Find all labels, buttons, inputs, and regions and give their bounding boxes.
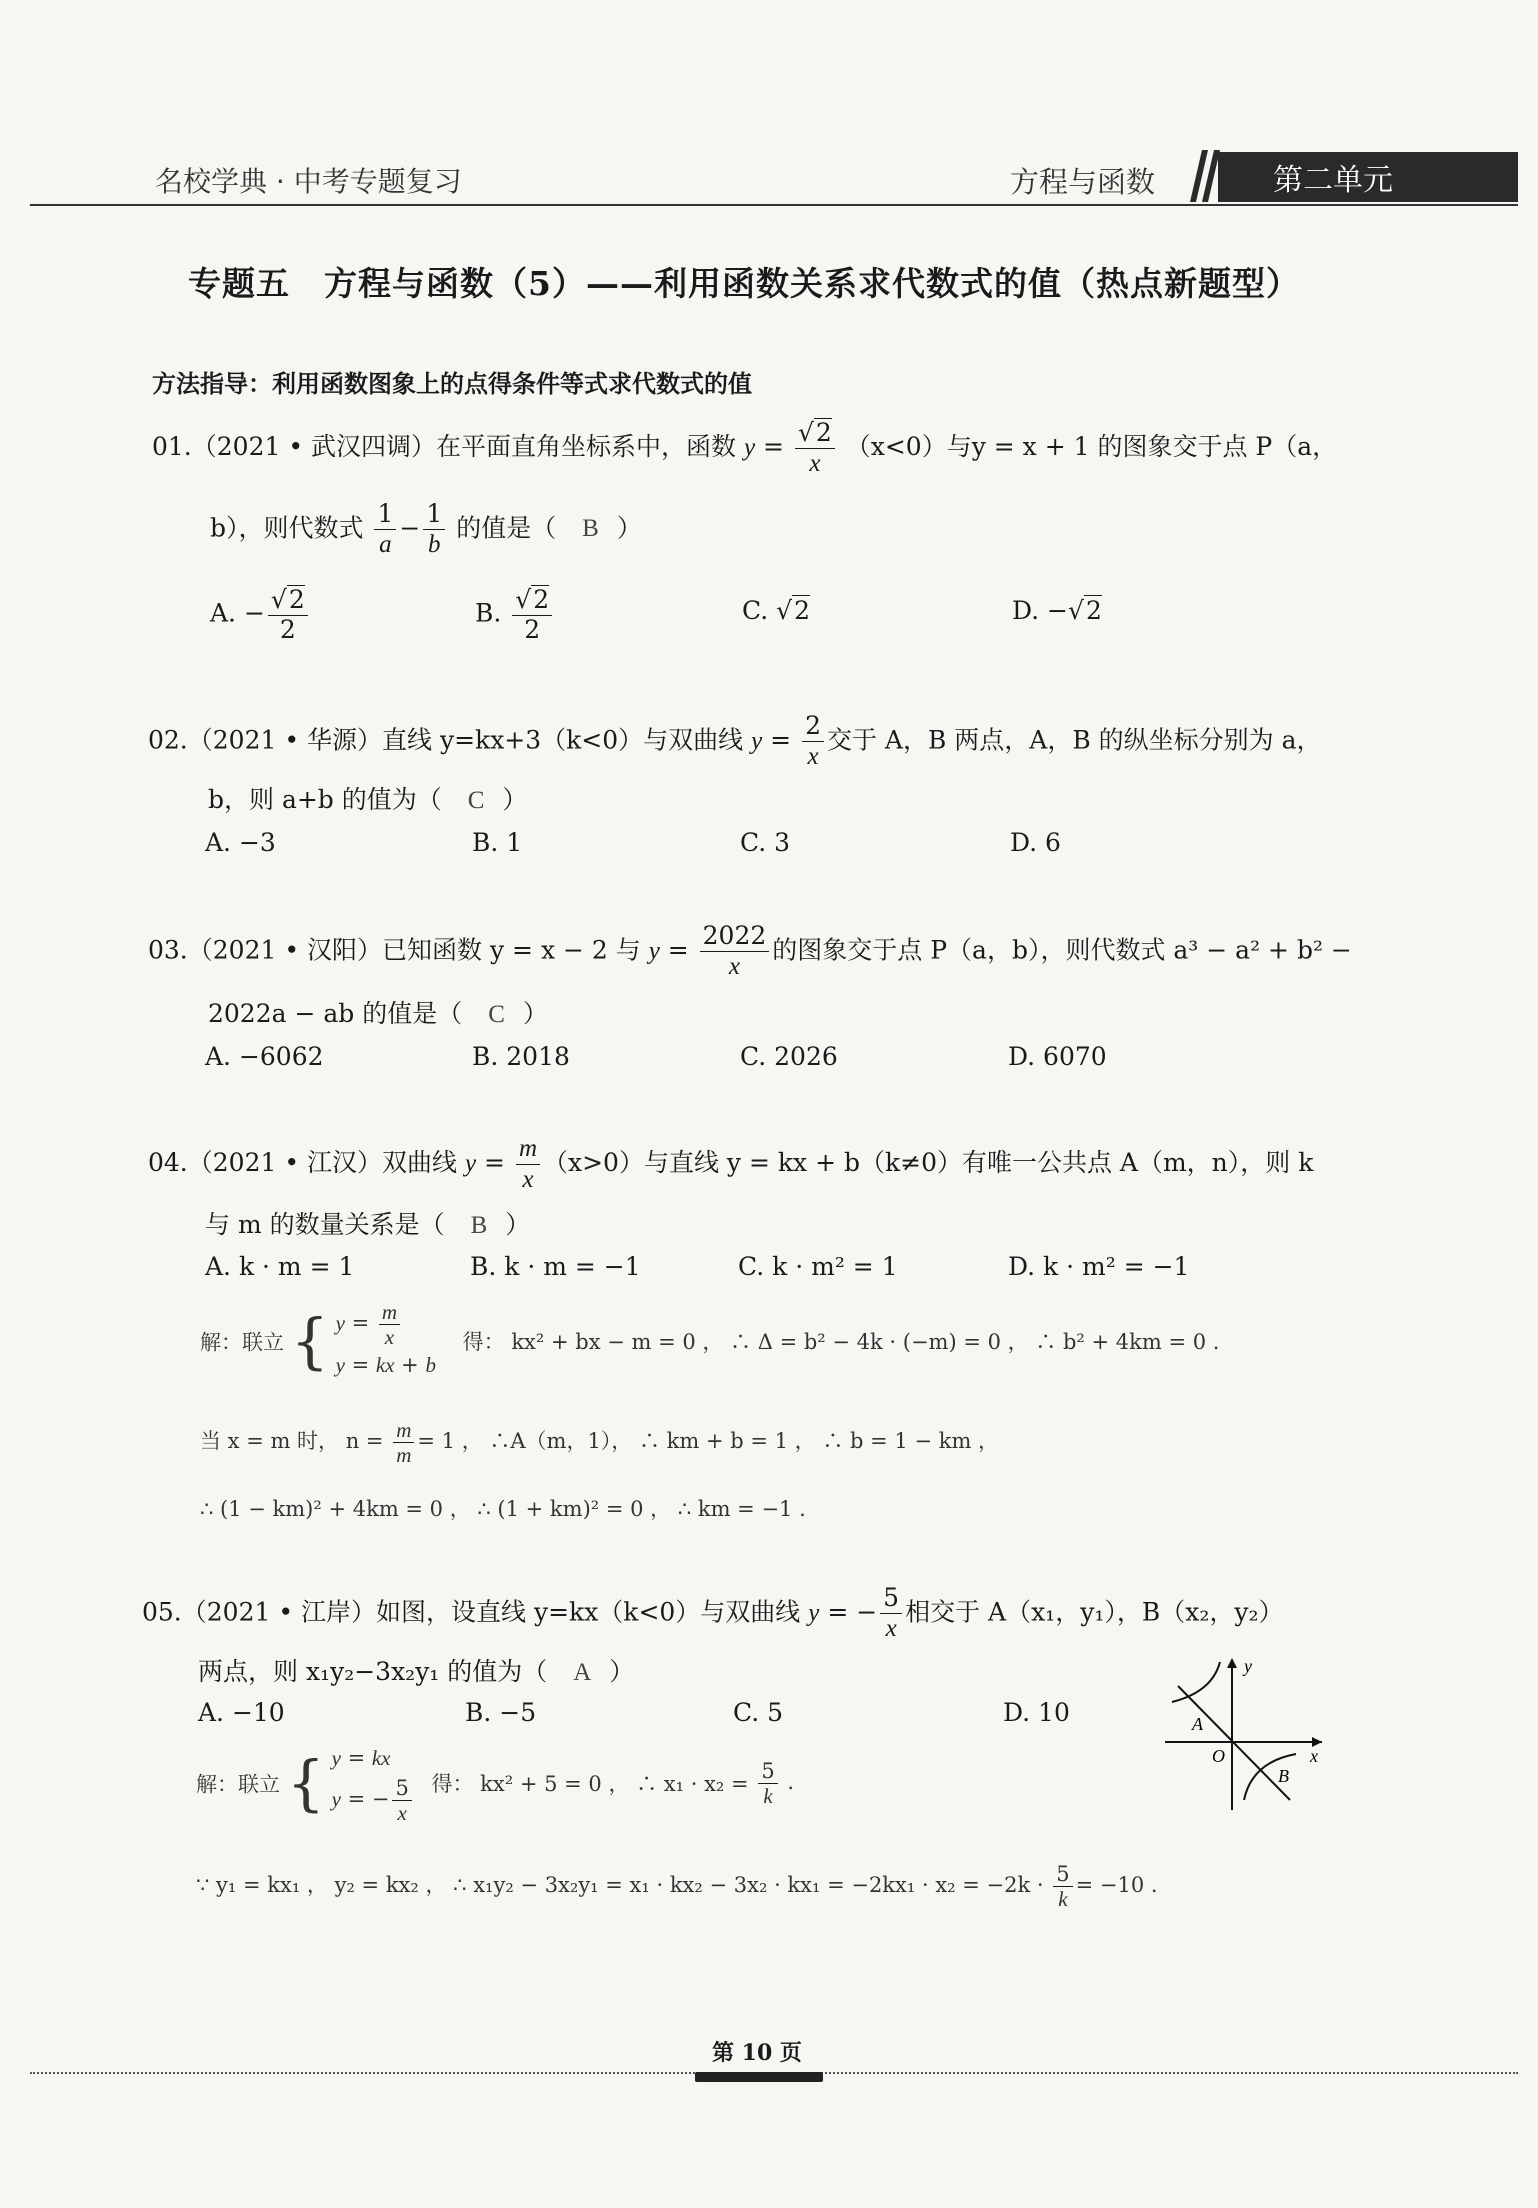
q1-option-a-label: A.	[210, 598, 237, 628]
q1-option-d: D. −√2	[1012, 596, 1102, 625]
q4-option-d: D. k · m² = −1	[1008, 1252, 1190, 1281]
q1-text: 在平面直角坐标系中，函数	[436, 431, 737, 461]
footer-page-bar	[695, 2072, 823, 2082]
q4-solution-text-2b: = 1 ， ∴A（m，1）， ∴ km + b = 1 ， ∴ b = 1 − km ，	[417, 1429, 1000, 1454]
q1-option-c: C. √2	[742, 596, 810, 625]
q3-option-a: A. −6062	[205, 1042, 324, 1071]
q5-system-brace: {	[286, 1748, 325, 1819]
q3-line1: 03.（2021 • 汉阳）已知函数 y = x − 2 与 y = $\frac{2022}{x}$ 的图象交于点 P（a，b），则代数式 a³ − a² + b² −	[148, 921, 1352, 980]
page-number: 第 10 页	[712, 2040, 802, 2066]
q2-line1: 02.（2021 • 华源）直线 y=kx+3（k<0）与双曲线 y = $\frac{2}{x}$ 交于 A，B 两点，A，B 的纵坐标分别为 a，	[148, 711, 1322, 770]
q3-number: 03.	[148, 935, 188, 965]
page-title: 专题五 方程与函数（5）——利用函数关系求代数式的值（热点新题型）	[188, 264, 1300, 303]
q1-option-b: B. $\frac{√2}{2}$	[475, 585, 555, 645]
q4-line2	[205, 1205, 530, 1241]
q1-expr-frac-a: $\frac{1}{a}$	[374, 500, 396, 560]
q5-number: 05.	[142, 1597, 182, 1627]
q2-number: 02.	[148, 725, 188, 755]
q5-option-d: D. 10	[1003, 1698, 1070, 1727]
q1-text-b: （x<0）与	[845, 431, 972, 461]
q2-text-b: 交于 A，B 两点，A，B 的纵坐标分别为 a，	[826, 725, 1322, 755]
graph-label-a: A	[1192, 1714, 1203, 1734]
graph-label-origin: O	[1212, 1746, 1225, 1766]
q5-text: 如图，设直线 y=kx（k<0）与双曲线	[376, 1597, 801, 1627]
q5-solution-label: 解：联立	[196, 1772, 280, 1797]
header-book-title: 名校学典 · 中考专题复习	[155, 165, 462, 198]
header-divider	[30, 204, 1518, 206]
q4-answer: B	[470, 1212, 488, 1239]
q1-option-c-label: C.	[742, 596, 769, 625]
q4-solution-line1	[200, 1300, 1219, 1383]
q5-solution-text-2a: ∵ y₁ = kx₁ ， y₂ = kx₂ ， ∴ x₁y₂ − 3x₂y₁ = x₁ · kx₂ − 3x₂ · kx₁ = −2kx₁ · x₂ = −2k ·	[196, 1873, 1044, 1898]
q5-source: （2021 • 江岸）	[181, 1597, 377, 1627]
q4-fraction: $\frac{m}{x}$	[516, 1134, 540, 1195]
q1-line2: b），则代数式 $\frac{1}{a}$ − $\frac{1}{b}$ 的值是（ B ）	[210, 499, 642, 558]
q3-line2-text: 2022a − ab 的值是（	[208, 999, 463, 1028]
q1-line2-text-b: 的值是（	[456, 513, 557, 543]
q5-solution-text-2b: = −10 .	[1075, 1873, 1158, 1898]
q3-text: 已知函数 y = x − 2 与	[382, 935, 641, 965]
q3-option-b: B. 2018	[472, 1042, 570, 1071]
q4-option-b: B. k · m = −1	[470, 1252, 641, 1281]
q3-option-d: D. 6070	[1008, 1042, 1107, 1071]
q4-text-b: （x>0）与直线 y = kx + b（k≠0）有唯一公共点 A（m，n），则 k	[543, 1147, 1314, 1177]
q5-equation-system: y = kx y = − $\frac{5}{x}$	[332, 1742, 415, 1825]
q3-text-b: 的图象交于点 P（a，b），则代数式 a³ − a² + b² −	[772, 935, 1352, 965]
q2-fraction: $\frac{2}{x}$	[802, 712, 824, 772]
q1-option-b-label: B.	[475, 598, 502, 628]
header-chapter: 方程与函数	[1010, 165, 1156, 199]
q5-line2-text: 两点，则 x₁y₂−3x₂y₁ 的值为（	[198, 1657, 548, 1686]
q4-line2-text: 与 m 的数量关系是（	[205, 1210, 445, 1239]
q2-source: （2021 • 华源）	[187, 725, 383, 755]
header-unit-badge: 第二单元	[1218, 152, 1518, 202]
y-axis-arrow-icon	[1227, 1658, 1237, 1668]
q3-fraction: $\frac{2022}{x}$	[700, 922, 770, 982]
method-guide: 方法指导：利用函数图象上的点得条件等式求代数式的值	[152, 370, 752, 398]
q4-system-brace: {	[290, 1306, 329, 1377]
q2-option-a: A. −3	[205, 828, 276, 857]
q5-text-b: 相交于 A（x₁，y₁），B（x₂，y₂）	[905, 1597, 1284, 1627]
q5-answer: A	[573, 1659, 592, 1686]
q1-number: 01.	[152, 431, 192, 461]
q4-solution-line2: 当 x = m 时， n = $\frac{m}{m}$ = 1 ， ∴A（m，1）， ∴ km + b = 1 ， ∴ b = 1 − km ，	[200, 1418, 1000, 1468]
q1-text-d: P（a，	[1255, 431, 1338, 461]
q2-answer: C	[467, 787, 485, 814]
q1-text-c: y = x + 1 的图象交于点	[971, 431, 1248, 461]
q5-option-b: B. −5	[465, 1698, 537, 1727]
q4-option-c: C. k · m² = 1	[738, 1252, 898, 1281]
graph-label-y: y	[1244, 1656, 1252, 1676]
q5-close: ）	[609, 1657, 635, 1686]
q5-line2	[198, 1652, 634, 1688]
q5-solution-line1: 解：联立 { y = kx y = − $\frac{5}{x}$ 得： kx² + 5 = 0 ， ∴ x₁ · x₂ = $\frac{5}{k}$ .	[196, 1742, 794, 1825]
q1-line1: 01.（2021 • 武汉四调）在平面直角坐标系中，函数 y = $\frac{√2}{x}$ （x<0）与y = x + 1 的图象交于点 P（a，	[152, 418, 1338, 477]
q2-option-c: C. 3	[740, 828, 791, 857]
q5-solution-line2: ∵ y₁ = kx₁ ， y₂ = kx₂ ， ∴ x₁y₂ − 3x₂y₁ = x₁ · kx₂ − 3x₂ · kx₁ = −2kx₁ · x₂ = −2k · $\frac{5}{k}$ = −10 .	[196, 1862, 1158, 1912]
q1-source: （2021 • 武汉四调）	[191, 431, 437, 461]
q2-option-d: D. 6	[1010, 828, 1061, 857]
q4-solution-label: 解：联立	[200, 1330, 284, 1355]
q4-solution-text: 得： kx² + bx − m = 0 ， ∴ Δ = b² − 4k · (−m) = 0 ， ∴ b² + 4km = 0 .	[462, 1330, 1220, 1355]
q2-option-b: B. 1	[472, 828, 523, 857]
q3-answer: C	[488, 1001, 505, 1028]
q4-solution-text-2a: 当 x = m 时， n =	[200, 1429, 384, 1454]
q2-close: ）	[502, 785, 528, 814]
q5-graph	[1160, 1650, 1330, 1815]
q5-solution-text: 得： kx² + 5 = 0 ， ∴ x₁ · x₂ =	[431, 1772, 749, 1797]
q5-option-a: A. −10	[198, 1698, 285, 1727]
q1-option-a: A. − $\frac{√2}{2}$	[210, 585, 311, 645]
q2-text: 直线 y=kx+3（k<0）与双曲线	[382, 725, 744, 755]
q1-line2-text: b），则代数式	[210, 513, 364, 543]
q1-fraction: $\frac{√2}{x}$	[795, 418, 835, 479]
q5-option-c: C. 5	[733, 1698, 784, 1727]
q3-option-c: C. 2026	[740, 1042, 838, 1071]
hyperbola-branch-left	[1172, 1662, 1220, 1702]
q4-solution-line3: ∴ (1 − km)² + 4km = 0 ， ∴ (1 + km)² = 0 ， ∴ km = −1 .	[200, 1497, 806, 1521]
q4-source: （2021 • 江汉）	[187, 1147, 383, 1177]
q3-line2	[208, 994, 548, 1030]
graph-label-x: x	[1310, 1746, 1318, 1766]
q4-equation-system: y = $\frac{m}{x}$ y = kx + b	[335, 1300, 436, 1378]
q5-fraction: $\frac{5}{x}$	[880, 1584, 902, 1644]
q1-expr-frac-b: $\frac{1}{b}$	[423, 500, 445, 560]
q4-text: 双曲线	[382, 1147, 458, 1177]
q4-option-a: A. k · m = 1	[205, 1252, 355, 1281]
q2-line2-text: b，则 a+b 的值为（	[208, 785, 442, 814]
q4-number: 04.	[148, 1147, 188, 1177]
q4-line1: 04.（2021 • 江汉）双曲线 y = $\frac{m}{x}$ （x>0）与直线 y = kx + b（k≠0）有唯一公共点 A（m，n），则 k	[148, 1135, 1314, 1193]
q2-line2	[208, 780, 527, 816]
q3-source: （2021 • 汉阳）	[187, 935, 383, 965]
q5-line1: 05.（2021 • 江岸）如图，设直线 y=kx（k<0）与双曲线 y = − $\frac{5}{x}$ 相交于 A（x₁，y₁），B（x₂，y₂）	[142, 1583, 1284, 1642]
q1-option-d-label: D.	[1012, 596, 1040, 625]
q3-close: ）	[522, 999, 548, 1028]
q4-close: ）	[505, 1210, 531, 1239]
q1-answer: B	[582, 515, 599, 543]
q1-close: ）	[616, 513, 642, 543]
graph-label-b: B	[1278, 1766, 1289, 1786]
